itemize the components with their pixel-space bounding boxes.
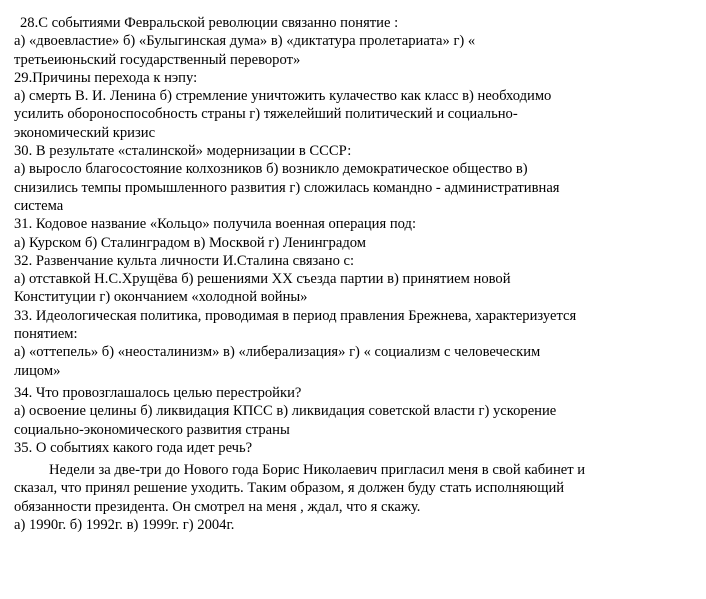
- answers-28-line2: третьеиюньский государственный переворот»: [14, 51, 301, 68]
- answers-34-line2: социально-экономического развития страны: [14, 421, 290, 438]
- answers-29-line1: а) смерть В. И. Ленина б) стремление уничтожить кулачество как класс в) необходимо: [14, 88, 552, 105]
- answers-29-line2: усилить обороноспособность страны г) тяжелейший политический и социально-: [14, 106, 518, 123]
- passage-35-line3: обязанности президента. Он смотрел на меня , ждал, что я скажу.: [14, 498, 421, 515]
- answers-30-line2: снизились темпы промышленного развития г) сложилась командно - административная: [14, 179, 560, 196]
- answers-31: а) Курском б) Сталинградом в) Москвой г) Ленинградом: [14, 234, 366, 251]
- answers-30-line3: система: [14, 197, 64, 214]
- question-29: 29.Причины перехода к нэпу:: [14, 69, 198, 86]
- question-33-line1: 33. Идеологическая политика, проводимая в период правления Брежнева, характеризуется: [14, 307, 577, 324]
- question-34: 34. Что провозглашалось целью перестройки?: [14, 384, 302, 401]
- question-28: 28.С событиями Февральской революции связанно понятие :: [20, 15, 399, 31]
- answers-33-line1: а) «оттепель» б) «неосталинизм» в) «либерализация» г) « социализм с человеческим: [14, 344, 541, 361]
- answers-28-line1: а) «двоевластие» б) «Булыгинская дума» в) «диктатура пролетариата» г) «: [14, 33, 476, 50]
- answers-30-line1: а) выросло благосостояние колхозников б) возникло демократическое общество в): [14, 161, 528, 178]
- answers-32-line2: Конституции г) окончанием «холодной войны»: [14, 289, 308, 306]
- question-30: 30. В результате «сталинской» модернизации в СССР:: [14, 143, 352, 160]
- answers-29-line3: экономический кризис: [14, 124, 156, 141]
- answers-35: а) 1990г. б) 1992г. в) 1999г. г) 2004г.: [14, 517, 235, 534]
- answers-34-line1: а) освоение целины б) ликвидация КПСС в) ликвидация советской власти г) ускорение: [14, 403, 557, 420]
- answers-33-line2: лицом»: [14, 362, 61, 379]
- question-35: 35. О событиях какого года идет речь?: [14, 439, 253, 456]
- answers-32-line1: а) отставкой Н.С.Хрущёва б) решениями XX съезда партии в) принятием новой: [14, 271, 511, 288]
- passage-35-line2: сказал, что принял решение уходить. Таким образом, я должен буду стать исполняющий: [14, 480, 565, 497]
- question-31: 31. Кодовое название «Кольцо» получила военная операция под:: [14, 216, 417, 233]
- question-33-line2: понятием:: [14, 326, 78, 343]
- question-32: 32. Развенчание культа личности И.Сталина связано с:: [14, 252, 355, 269]
- passage-35-line1: Недели за две-три до Нового года Борис Николаевич пригласил меня в свой кабинет и: [49, 462, 586, 479]
